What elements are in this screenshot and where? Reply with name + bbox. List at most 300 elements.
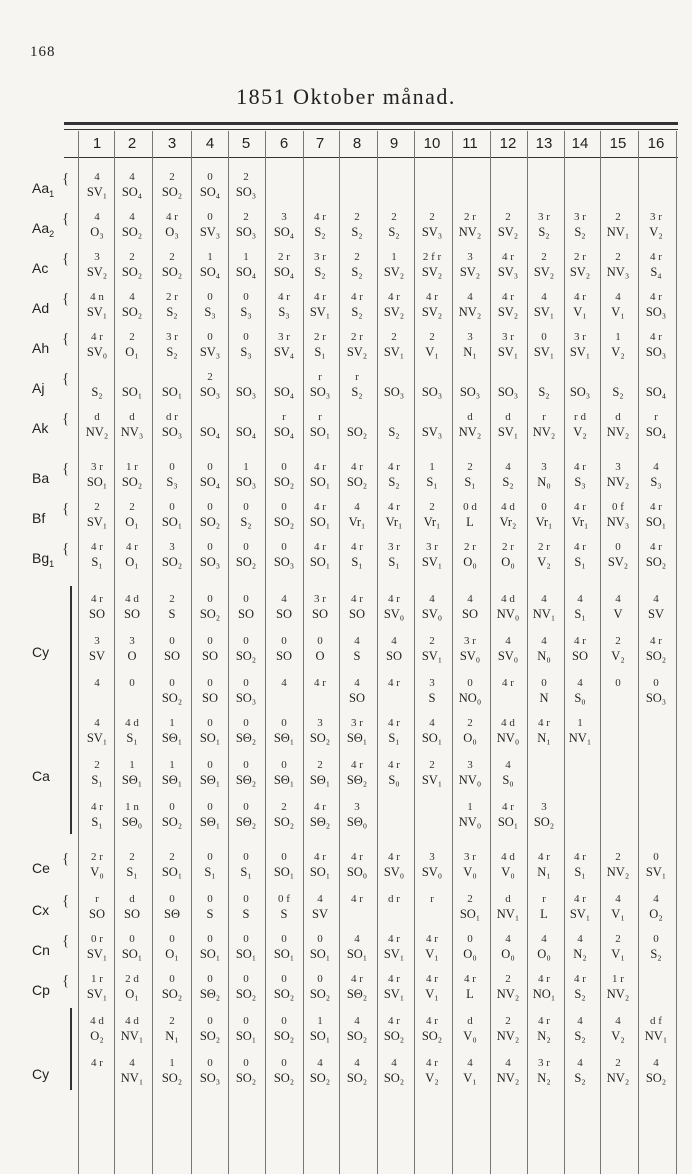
cell-strength: 4 r — [388, 461, 400, 473]
cell-strength: 3 — [94, 635, 100, 647]
cell-direction: SO₄ — [273, 385, 295, 399]
cell-strength: 2 — [169, 251, 175, 263]
cell-direction: SV₁ — [86, 987, 108, 1001]
cell-direction: SO — [312, 607, 328, 621]
cell-strength: 4 — [541, 291, 547, 303]
cell-strength: 0 — [243, 759, 249, 771]
cell-strength: 3 — [467, 759, 473, 771]
group-bracket — [70, 1008, 72, 1090]
page-title: 1851 Oktober månad. — [236, 84, 456, 109]
cell-direction: S₂ — [240, 515, 252, 529]
cell-direction: N₂ — [537, 1071, 551, 1085]
group-bracket — [70, 586, 72, 710]
cell-strength: 0 — [615, 541, 621, 553]
cell-strength: 4 — [615, 291, 621, 303]
cell-strength: 4 r — [351, 593, 363, 605]
cell-direction: NV₂ — [606, 425, 630, 439]
cell-direction: V₁ — [463, 1071, 477, 1085]
cell-direction: SV — [648, 607, 664, 621]
cell-direction: NV₂ — [606, 1071, 630, 1085]
cell-strength: 0 — [243, 291, 249, 303]
cell-strength: 4 r — [388, 851, 400, 863]
cell-direction: SO₂ — [161, 815, 183, 829]
cell-direction: S₃ — [240, 345, 252, 359]
cell-strength: 2 — [615, 635, 621, 647]
cell-strength: 4 — [615, 593, 621, 605]
cell-direction: SV₃ — [421, 225, 443, 239]
cell-direction: V₂ — [611, 649, 625, 663]
cell-strength: 3 r — [650, 211, 662, 223]
cell-strength: 4 — [541, 933, 547, 945]
cell-strength: 4 r — [650, 251, 662, 263]
cell-direction: SV₃ — [199, 345, 221, 359]
cell-strength: 0 — [207, 211, 213, 223]
cell-direction: SV₁ — [533, 345, 555, 359]
cell-strength: 0 — [169, 973, 175, 985]
cell-direction: NV₁ — [644, 1029, 668, 1043]
cell-strength: 3 — [467, 251, 473, 263]
cell-direction: L — [466, 987, 474, 1001]
row-label: Ak — [32, 420, 49, 436]
cell-direction: SV₂ — [533, 265, 555, 279]
cell-direction: O₁ — [125, 555, 139, 569]
cell-direction: N₂ — [537, 1029, 551, 1043]
cell-strength: 3 — [429, 677, 435, 689]
cell-direction: V₂ — [425, 1071, 439, 1085]
cell-direction: S₂ — [574, 1071, 586, 1085]
cell-strength: 0 — [207, 461, 213, 473]
cell-strength: 4 r — [574, 501, 586, 513]
cell-direction: S₁ — [91, 815, 103, 829]
cell-direction: S₁ — [314, 345, 326, 359]
page-number: 168 — [30, 44, 56, 60]
cell-strength: 4 r — [502, 291, 514, 303]
cell-direction: SΘ₁ — [161, 731, 183, 745]
cell-direction: SO₂ — [645, 1071, 667, 1085]
cell-strength: 4 r — [351, 461, 363, 473]
cell-strength: 2 — [615, 933, 621, 945]
cell-direction: SO₄ — [645, 385, 667, 399]
cell-direction: SV₁ — [86, 515, 108, 529]
cell-strength: 4 — [354, 1015, 360, 1027]
cell-direction: SO₂ — [199, 1029, 221, 1043]
cell-direction: SO₁ — [121, 947, 143, 961]
cell-strength: 0 — [243, 973, 249, 985]
cell-direction: SΘ₂ — [235, 731, 257, 745]
cell-direction: SV₀ — [383, 607, 405, 621]
cell-strength: 3 — [94, 251, 100, 263]
cell-strength: 0 — [653, 677, 659, 689]
cell-direction: NO₁ — [532, 987, 556, 1001]
cell-direction: SO — [124, 907, 140, 921]
cell-strength: 4 r — [426, 1057, 438, 1069]
cell-strength: 2 — [207, 371, 213, 383]
cell-strength: 0 — [243, 893, 249, 905]
cell-direction: SO₂ — [645, 649, 667, 663]
cell-strength: r — [542, 893, 546, 905]
cell-strength: 4 — [653, 461, 659, 473]
cell-strength: 0 — [243, 677, 249, 689]
cell-direction: SΘ₁ — [273, 731, 295, 745]
cell-direction: V₁ — [611, 947, 625, 961]
cell-strength: 4 r — [314, 501, 326, 513]
cell-direction: SO₂ — [121, 475, 143, 489]
cell-direction: S₁ — [204, 865, 216, 879]
column-header: 9 — [389, 135, 399, 152]
cell-strength: r d — [574, 411, 586, 423]
cell-direction: SO₂ — [273, 1029, 295, 1043]
cell-strength: 2 — [354, 251, 360, 263]
column-header: 3 — [167, 135, 177, 152]
cell-direction: SO₂ — [161, 691, 183, 705]
cell-direction: SO₃ — [421, 385, 443, 399]
cell-strength: 4 r — [538, 717, 550, 729]
cell-direction: S₁ — [240, 865, 252, 879]
cell-strength: 4 r — [388, 677, 400, 689]
cell-strength: 4 r — [351, 541, 363, 553]
cell-strength: 4 r — [91, 801, 103, 813]
cell-direction: SΘ₂ — [235, 815, 257, 829]
cell-strength: 1 — [577, 717, 583, 729]
cell-strength: 4 r — [314, 801, 326, 813]
cell-direction: SΘ₁ — [273, 773, 295, 787]
cell-direction: S₂ — [502, 475, 514, 489]
cell-strength: 4 r — [314, 461, 326, 473]
cell-strength: 2 — [467, 717, 473, 729]
cell-direction: S₃ — [204, 305, 216, 319]
cell-direction: SO — [238, 607, 254, 621]
cell-direction: SO₂ — [235, 555, 257, 569]
cell-strength: 3 r — [314, 593, 326, 605]
cell-direction: SV₂ — [497, 305, 519, 319]
cell-direction: NV₃ — [606, 265, 630, 279]
cell-direction: V₁ — [611, 907, 625, 921]
column-header: 10 — [423, 135, 441, 152]
cell-direction: SO₄ — [273, 225, 295, 239]
cell-strength: 4 r — [278, 291, 290, 303]
cell-strength: 2 — [541, 251, 547, 263]
cell-direction: SO — [124, 607, 140, 621]
cell-direction: S — [168, 607, 176, 621]
cell-strength: 0 — [207, 541, 213, 553]
cell-direction: NV₂ — [532, 425, 556, 439]
cell-strength: r — [95, 893, 99, 905]
cell-direction: SV₀ — [421, 607, 443, 621]
cell-strength: 4 r — [388, 933, 400, 945]
cell-direction: SO₂ — [273, 475, 295, 489]
cell-strength: 4 — [94, 717, 100, 729]
cell-direction: S₂ — [351, 385, 363, 399]
cell-direction: S₂ — [351, 225, 363, 239]
cell-direction: NV₂ — [496, 1029, 520, 1043]
cell-strength: 0 — [541, 501, 547, 513]
cell-strength: 4 — [94, 211, 100, 223]
cell-strength: 2 r — [314, 331, 326, 343]
cell-strength: 4 r — [574, 635, 586, 647]
row-label: Ah — [32, 340, 50, 356]
cell-direction: SV₁ — [421, 555, 443, 569]
cell-strength: 0 — [207, 801, 213, 813]
cell-strength: 2 — [505, 1015, 511, 1027]
cell-direction: SO₁ — [309, 865, 331, 879]
cell-strength: 4 r — [426, 291, 438, 303]
cell-strength: 0 — [281, 461, 287, 473]
cell-direction: S — [242, 907, 250, 921]
cell-strength: d r — [388, 893, 400, 905]
row-label: Aj — [32, 380, 45, 396]
cell-strength: 3 — [429, 851, 435, 863]
cell-direction: S₃ — [278, 305, 290, 319]
cell-direction: SO₂ — [533, 815, 555, 829]
cell-direction: SO₃ — [309, 385, 331, 399]
row-label: Ad — [32, 300, 50, 316]
cell-strength: 2 r — [502, 541, 514, 553]
cell-direction: SO₂ — [161, 265, 183, 279]
cell-direction: SO₄ — [235, 265, 257, 279]
cell-direction: SV₁ — [645, 865, 667, 879]
cell-direction: N₁ — [537, 731, 551, 745]
column-header: 6 — [279, 135, 289, 152]
cell-direction: S₁ — [574, 607, 586, 621]
cell-direction: SO₄ — [199, 425, 221, 439]
cell-strength: 3 r — [314, 251, 326, 263]
cell-direction: SO₄ — [273, 425, 295, 439]
cell-direction: SO₂ — [121, 225, 143, 239]
cell-direction: S₂ — [166, 345, 178, 359]
row-brace: { — [62, 851, 70, 867]
cell-strength: 0 — [281, 635, 287, 647]
cell-strength: 2 — [129, 501, 135, 513]
cell-strength: 4 — [317, 893, 323, 905]
cell-direction: SO₂ — [383, 1029, 405, 1043]
cell-strength: 3 r — [278, 331, 290, 343]
row-brace: { — [62, 411, 70, 427]
cell-direction: SΘ₁ — [309, 773, 331, 787]
cell-strength: 4 — [541, 593, 547, 605]
column-header: 15 — [609, 135, 627, 152]
cell-strength: 2 r — [91, 851, 103, 863]
cell-strength: r — [318, 371, 322, 383]
cell-direction: L — [540, 907, 548, 921]
cell-strength: 1 — [169, 1057, 175, 1069]
row-label: Ba — [32, 470, 50, 486]
cell-direction: V — [613, 607, 623, 621]
cell-strength: 1 — [615, 331, 621, 343]
cell-strength: 4 d — [125, 1015, 139, 1027]
cell-strength: 4 — [467, 291, 473, 303]
cell-direction: O₀ — [501, 947, 515, 961]
cell-direction: SO — [386, 649, 402, 663]
cell-direction: SO₂ — [383, 1071, 405, 1085]
cell-strength: 1 — [129, 759, 135, 771]
cell-direction: S₁ — [91, 555, 103, 569]
cell-direction: S — [280, 907, 288, 921]
column-header: 4 — [205, 135, 215, 152]
cell-direction: S₂ — [388, 425, 400, 439]
cell-strength: 4 r — [538, 1015, 550, 1027]
cell-direction: NV₀ — [458, 773, 482, 787]
cell-direction: V₂ — [573, 425, 587, 439]
cell-direction: SO₃ — [235, 691, 257, 705]
header-rule — [64, 157, 678, 158]
cell-strength: 1 — [243, 251, 249, 263]
cell-direction: S₁ — [464, 475, 476, 489]
cell-direction: NV₂ — [606, 475, 630, 489]
cell-strength: 2 — [429, 331, 435, 343]
cell-strength: 2 — [615, 1057, 621, 1069]
row-label: Cy — [32, 1066, 50, 1082]
cell-strength: 4 r — [314, 851, 326, 863]
cell-direction: SO₁ — [309, 555, 331, 569]
cell-strength: 0 — [207, 933, 213, 945]
row-brace: { — [62, 211, 70, 227]
cell-strength: 2 — [467, 893, 473, 905]
cell-direction: SO₃ — [199, 1071, 221, 1085]
cell-direction: SΘ — [164, 907, 180, 921]
cell-direction: S₀ — [388, 773, 400, 787]
cell-strength: 4 — [281, 593, 287, 605]
cell-direction: S₁ — [91, 773, 103, 787]
cell-strength: 0 — [207, 171, 213, 183]
cell-direction: L — [466, 515, 474, 529]
row-label: Cx — [32, 902, 50, 918]
cell-strength: 0 — [653, 933, 659, 945]
cell-strength: 4 r — [538, 973, 550, 985]
row-label: Cn — [32, 942, 50, 958]
cell-strength: 4 — [354, 635, 360, 647]
row-label: Ce — [32, 860, 50, 876]
cell-direction: NV₂ — [458, 305, 482, 319]
cell-strength: 4 d — [501, 851, 515, 863]
cell-direction: S₂ — [612, 385, 624, 399]
cell-direction: SV₂ — [383, 265, 405, 279]
cell-direction: SO₂ — [421, 1029, 443, 1043]
row-label: Bf — [32, 510, 46, 526]
cell-direction: SO₂ — [346, 1029, 368, 1043]
column-header: 2 — [127, 135, 137, 152]
cell-direction: SO — [89, 607, 105, 621]
cell-strength: 2 r — [278, 251, 290, 263]
cell-direction: SV₁ — [497, 345, 519, 359]
cell-strength: 2 — [615, 251, 621, 263]
cell-direction: NV₁ — [120, 1029, 144, 1043]
cell-strength: 0 — [169, 677, 175, 689]
cell-strength: 1 — [317, 1015, 323, 1027]
cell-strength: 3 r — [538, 211, 550, 223]
cell-strength: 4 r — [574, 851, 586, 863]
cell-direction: SO₁ — [161, 515, 183, 529]
cell-strength: 2 — [169, 851, 175, 863]
row-brace: { — [62, 291, 70, 307]
cell-strength: 0 — [207, 851, 213, 863]
cell-strength: 4 — [577, 593, 583, 605]
cell-strength: 4 r — [650, 331, 662, 343]
cell-strength: 0 — [243, 717, 249, 729]
cell-strength: d — [505, 411, 511, 423]
cell-direction: SO₁ — [346, 947, 368, 961]
cell-direction: S₂ — [574, 1029, 586, 1043]
cell-direction: SV₁ — [421, 773, 443, 787]
cell-strength: 4 r — [126, 541, 138, 553]
cell-strength: 0 — [169, 933, 175, 945]
cell-strength: 0 — [467, 677, 473, 689]
cell-strength: 0 — [317, 973, 323, 985]
cell-direction: S₂ — [650, 947, 662, 961]
cell-strength: 4 — [429, 593, 435, 605]
cell-direction: NV₂ — [496, 1071, 520, 1085]
cell-direction: O₂ — [649, 907, 663, 921]
cell-direction: V₀ — [463, 865, 477, 879]
cell-direction: SV₁ — [86, 185, 108, 199]
column-header: 7 — [315, 135, 325, 152]
cell-direction: SV₁ — [421, 649, 443, 663]
cell-strength: 4 — [129, 1057, 135, 1069]
cell-strength: 0 — [281, 1057, 287, 1069]
cell-strength: 0 — [281, 933, 287, 945]
cell-strength: 4 r — [388, 501, 400, 513]
cell-direction: SV₃ — [199, 225, 221, 239]
cell-direction: S₁ — [351, 555, 363, 569]
row-label: $Aa_2$ — [32, 220, 55, 239]
cell-strength: 0 — [243, 593, 249, 605]
cell-strength: 4 r — [314, 211, 326, 223]
cell-strength: 1 — [169, 759, 175, 771]
cell-direction: SO₁ — [273, 947, 295, 961]
cell-strength: 0 — [281, 541, 287, 553]
cell-direction: S₃ — [166, 475, 178, 489]
cell-strength: 2 — [169, 171, 175, 183]
cell-strength: 4 d — [501, 593, 515, 605]
cell-direction: N₁ — [537, 865, 551, 879]
cell-direction: SV₂ — [421, 305, 443, 319]
cell-strength: 2 d — [125, 973, 139, 985]
cell-strength: 4 — [354, 501, 360, 513]
cell-direction: V₁ — [425, 947, 439, 961]
cell-direction: S₃ — [240, 305, 252, 319]
column-header: 1 — [92, 135, 102, 152]
cell-direction: SV₁ — [86, 305, 108, 319]
cell-strength: 2 — [281, 801, 287, 813]
cell-strength: 2 — [243, 211, 249, 223]
cell-strength: 4 — [577, 1057, 583, 1069]
cell-strength: 0 — [207, 635, 213, 647]
cell-strength: 0 f — [612, 501, 624, 513]
cell-strength: 4 r — [650, 635, 662, 647]
cell-strength: 3 r — [166, 331, 178, 343]
cell-strength: 4 r — [426, 1015, 438, 1027]
cell-direction: Vr₁ — [348, 515, 366, 529]
cell-strength: 0 — [281, 717, 287, 729]
cell-direction: NV₁ — [120, 1071, 144, 1085]
cell-direction: NV₂ — [85, 425, 109, 439]
cell-strength: 4 r — [650, 501, 662, 513]
cell-strength: 4 — [354, 677, 360, 689]
cell-strength: 2 — [391, 331, 397, 343]
cell-strength: 0 — [243, 851, 249, 863]
cell-strength: 4 r — [650, 541, 662, 553]
cell-strength: 4 r — [650, 291, 662, 303]
cell-strength: 4 — [505, 461, 511, 473]
cell-direction: Vr₂ — [499, 515, 517, 529]
cell-strength: 4 — [129, 291, 135, 303]
row-brace: { — [62, 251, 70, 267]
cell-strength: 0 — [243, 801, 249, 813]
cell-strength: 3 — [317, 717, 323, 729]
cell-direction: V₂ — [611, 1029, 625, 1043]
cell-direction: O₁ — [125, 515, 139, 529]
cell-strength: 3 r — [91, 461, 103, 473]
cell-direction: V₀ — [501, 865, 515, 879]
